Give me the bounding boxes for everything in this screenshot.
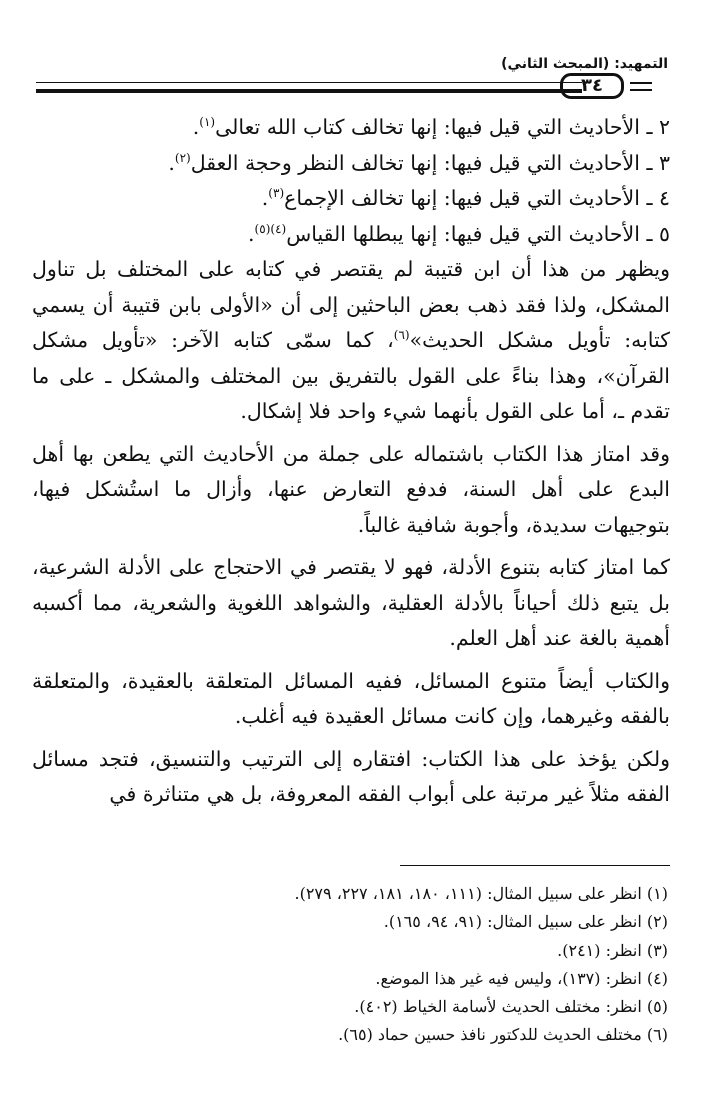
paragraph-gap: [32, 430, 670, 437]
footnote-separator: [400, 865, 670, 866]
list-item-text: ٥ ـ الأحاديث التي قيل فيها: إنها يبطلها القياس: [286, 221, 670, 246]
list-item-text: ٣ ـ الأحاديث التي قيل فيها: إنها تخالف النظر وحجة العقل: [190, 150, 670, 175]
footnote-ref: (١): [199, 115, 216, 129]
paragraph: ولكن يؤخذ على هذا الكتاب: افتقاره إلى الترتيب والتنسيق، فتجد مسائل الفقه مثلاً غير مرتبة على أبواب الفقه المعروفة، بل هي متناثرة في: [32, 746, 670, 806]
running-title: التمهيد: (المبحث الثاني): [501, 56, 668, 72]
footnote: (٢) انظر على سبيل المثال: (٩١، ٩٤، ١٦٥).: [383, 912, 668, 932]
paragraph: والكتاب أيضاً متنوع المسائل، ففيه المسائل المتعلقة بالعقيدة، والمتعلقة بالفقه وغيرهما، وإن كانت مسائل العقيدة فيه أغلب.: [32, 668, 670, 728]
paragraph-gap: [32, 543, 670, 550]
list-item: [32, 146, 670, 182]
footnote: (٥) انظر: مختلف الحديث لأسامة الخياط (٤٠٢).: [354, 997, 668, 1017]
footnotes: [28, 880, 668, 1050]
footnote-ref: (٣): [268, 186, 285, 200]
header-ornament-line: [630, 82, 652, 84]
footnote-ref: (٤)(٥): [254, 221, 287, 236]
paragraph: وقد امتاز هذا الكتاب باشتماله على جملة من الأحاديث التي يطعن بها أهل البدع على أهل السنة، فدفع التعارض عنها، وأزال ما استُشكل فيها، بتوجيهات سديدة، وأجوبة شافية غالباً.: [32, 441, 670, 537]
main-text: [32, 110, 670, 813]
paragraph-text: ويظهر من هذا أن ابن قتيبة لم يقتصر في كتابه على المختلف بل تناول المشكل، ولذا فقد ذهب بعض الباحثين إلى أن «الأولى بابن قتيبة أن يسمي كتابه: تأويل مشكل الحديث»: [32, 257, 671, 352]
footnote: (٣) انظر: (٢٤١).: [557, 940, 668, 960]
paragraph-text: ، كما سمّى كتابه الآخر: «تأويل مشكل القرآن»، وهذا بناءً على القول بالتفريق بين المختلف والمشكل ـ على ما تقدم ـ، أما على القول بأنهما شيء واحد فلا إشكال.: [32, 328, 670, 423]
header-rule-thin: [36, 82, 582, 83]
header-ornament-line: [630, 89, 652, 91]
footnote: (٤) انظر: (١٣٧)، وليس فيه غير هذا الموضع.: [375, 968, 668, 988]
list-item-text: ٢ ـ الأحاديث التي قيل فيها: إنها تخالف كتاب الله تعالى: [215, 115, 670, 139]
list-item-end: .: [261, 186, 269, 210]
header-rule-thick: [36, 89, 582, 93]
list-item-text: ٤ ـ الأحاديث التي قيل فيها: إنها تخالف الإجماع: [284, 186, 670, 210]
list-item-end: .: [168, 150, 175, 175]
list-item: [32, 110, 670, 146]
paragraph-gap: [32, 657, 670, 664]
paragraph: [32, 252, 670, 430]
footnote-ref: (٢): [174, 150, 191, 165]
footnote-ref: (٦): [393, 328, 410, 342]
paragraph-gap: [32, 735, 670, 742]
list-item: [32, 217, 670, 253]
list-item: [32, 181, 670, 217]
list-item-end: .: [248, 221, 255, 246]
page-number: ٣٤: [560, 73, 624, 99]
footnote: (١) انظر على سبيل المثال: (١١١، ١٨٠، ١٨١، ٢٢٧، ٢٧٩).: [294, 884, 668, 903]
list-item-end: .: [192, 115, 200, 139]
footnote: (٦) مختلف الحديث للدكتور نافذ حسين حماد (٦٥).: [338, 1025, 668, 1045]
paragraph: كما امتاز كتابه بتنوع الأدلة، فهو لا يقتصر في الاحتجاج على الأدلة الشرعية، بل يتبع ذلك أحياناً بالأدلة العقلية، والشواهد اللغوية والشعرية، مما أكسبه أهمية بالغة عند أهل العلم.: [32, 555, 670, 650]
